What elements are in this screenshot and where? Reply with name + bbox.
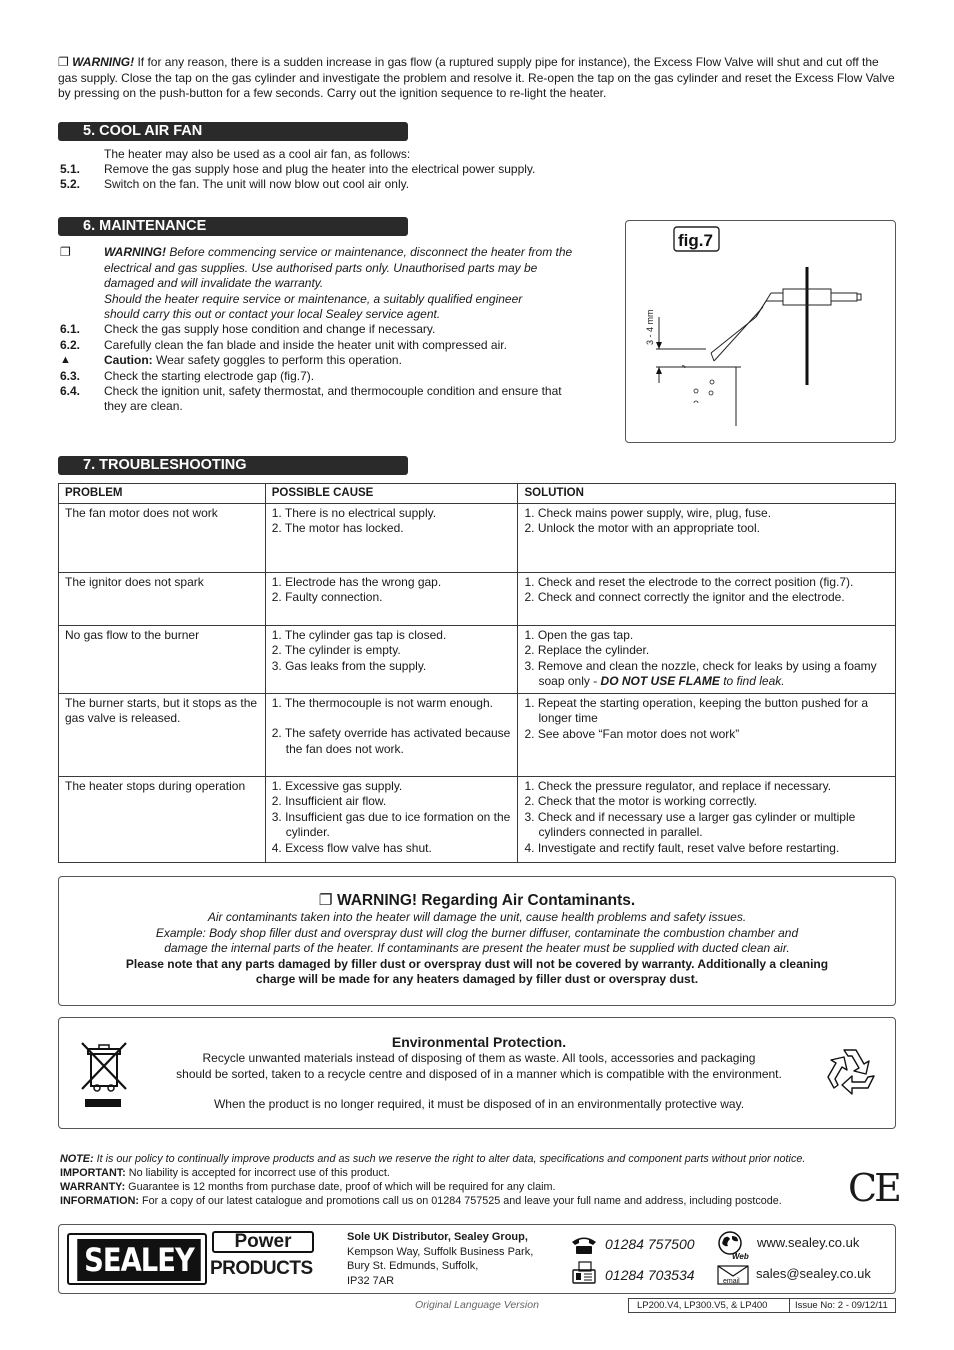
fig7-diagram [625,220,896,443]
products-logo: PRODUCTS [210,1258,313,1279]
table-row [59,573,896,626]
environmental-protection: Environmental Protection. Recycle unwanted materials instead of disposing of them as waste. All tools, accessories and packaging should be sorted, taken to a recycle centre and disposed of in a manner which is compatible with the environment. When the product is no longer required, it must be disposed of in an environmentally protective way. [58,1017,896,1129]
table-row [59,777,896,863]
email-envelope-icon [717,1265,749,1285]
email-link[interactable]: sales@sealey.co.uk [756,1266,871,1281]
cause-cell: 1. The thermocouple is not warm enough. 2. The safety override has activated because the fan does not work. [265,694,518,777]
problem-cell: The fan motor does not work [59,504,266,573]
phone-icon [570,1235,598,1255]
excess-flow-warning [58,55,898,102]
warranty-line: WARRANTY: Guarantee is 12 months from purchase date, proof of which will be required for any claim. [60,1181,556,1193]
section-5-heading: 5. COOL AIR FAN [58,122,408,141]
weee-bin-icon [79,1040,129,1120]
web-label: Web [732,1252,749,1260]
troubleshooting-table [58,483,896,863]
important-line: IMPORTANT: No liability is accepted for incorrect use of this product. [60,1167,390,1179]
cause-cell: 1. The cylinder gas tap is closed. 2. The cylinder is empty. 3. Gas leaks from the supply. [265,626,518,694]
distributor-address: Sole UK Distributor, Sealey Group, Kempson Way, Suffolk Business Park, Bury St. Edmunds, Suffolk, IP32 7AR [347,1231,534,1287]
web-globe-icon [716,1230,752,1260]
section-7-heading: 7. TROUBLESHOOTING [58,456,408,475]
model-issue-box [628,1298,896,1313]
sealey-logo: SEALEY [67,1233,207,1285]
electrode-gap-drawing [626,221,897,444]
warning-label: WARNING! [72,55,135,69]
contaminants-title: ❐ WARNING! Regarding Air Contaminants. [318,892,636,909]
solution-cell: 1. Repeat the starting operation, keeping the button pushed for a longer time 2. See above “Fan motor does not work” [518,694,896,777]
recycle-icon [824,1044,880,1098]
warning-text: If for any reason, there is a sudden increase in gas flow (a ruptured supply pipe for instance), the Excess Flow Valve will shut and cut off the gas supply. Close the tap on the gas cylinder and investigate the problem and resolve it. Re-open the tap on the gas cylinder and reset the Excess Flow Valve by pressing on the push-button for a few seconds. Carry out the ignition sequence to re-light the heater. [58,55,895,101]
table-row [59,694,896,777]
solution-cell: 1. Check the pressure regulator, and replace if necessary. 2. Check that the motor is working correctly. 3. Check and if necessary use a larger gas cylinder or multiple cylinders connected in parallel. 4. Investigate and rectify fault, reset valve before restarting. [518,777,896,863]
cause-cell: 1. There is no electrical supply. 2. The motor has locked. [265,504,518,573]
table-header-row [59,484,896,504]
footer-contact-box [58,1224,896,1294]
fig7-label: fig.7 [678,231,713,250]
environment-title: Environmental Protection. [391,1034,567,1050]
section-6-heading: 6. MAINTENANCE [58,217,408,236]
ce-mark: CE [848,1166,899,1210]
problem-cell: The ignitor does not spark [59,573,266,626]
phone-number[interactable]: 01284 757500 [605,1236,695,1252]
gap-dimension-label: 3 - 4 mm [645,309,655,345]
column-header: PROBLEM [59,484,266,504]
legal-notes [60,1152,890,1208]
power-logo: Power [212,1231,314,1253]
cause-cell: 1. Electrode has the wrong gap. 2. Faulty connection. [265,573,518,626]
email-label: email [723,1278,740,1285]
solution-cell: 1. Check mains power supply, wire, plug, fuse. 2. Unlock the motor with an appropriate tool. [518,504,896,573]
information-line: INFORMATION: For a copy of our latest catalogue and promotions call us on 01284 757525 and leave your full name and address, including postcode. [60,1195,782,1207]
cause-cell: 1. Excessive gas supply. 2. Insufficient air flow. 3. Insufficient gas due to ice formation on the cylinder. 4. Excess flow valve has shut. [265,777,518,863]
column-header: POSSIBLE CAUSE [265,484,518,504]
warning-label: WARNING! [104,245,166,259]
original-language-note: Original Language Version [415,1299,539,1311]
fax-number: 01284 703534 [605,1267,695,1283]
caution-triangle-icon: ▲ [60,354,71,366]
table-row [59,504,896,573]
issue-number: Issue No: 2 - 09/12/11 [795,1300,888,1311]
column-header: SOLUTION [518,484,896,504]
model-numbers: LP200.V4, LP300.V5, & LP400 [637,1300,768,1311]
warning-checkbox-icon: ❐ [60,245,71,259]
solution-cell: 1. Open the gas tap. 2. Replace the cylinder. 3. Remove and clean the nozzle, check for leaks by using a foamy soap only - DO NOT USE FLAME to find leak. [518,626,896,694]
problem-cell: The burner starts, but it stops as the gas valve is released. [59,694,266,777]
problem-cell: No gas flow to the burner [59,626,266,694]
note-line: NOTE: It is our policy to continually improve products and as such we reserve the right to alter data, specifications and component parts without prior notice. [60,1153,806,1165]
warning-checkbox-icon: ❐ [58,55,69,69]
solution-cell: 1. Check and reset the electrode to the correct position (fig.7). 2. Check and connect correctly the ignitor and the electrode. [518,573,896,626]
website-link[interactable]: www.sealey.co.uk [757,1235,860,1250]
problem-cell: The heater stops during operation [59,777,266,863]
fax-icon [570,1261,598,1285]
table-row [59,626,896,694]
air-contaminants-warning: ❐ WARNING! Regarding Air Contaminants. Air contaminants taken into the heater will damage the unit, cause health problems and safety issues. Example: Body shop filler dust and overspray dust will clog the burner diffuser, contaminate the combustion chamber and damage the internal parts of the heater. If contaminants are present the heater must be supplied with ducted clean air. Please note that any parts damaged by filler dust or overspray dust will not be covered by warranty. Additionally a cleaning charge will be made for any heaters damaged by filler dust or overspray dust. [58,876,896,1006]
